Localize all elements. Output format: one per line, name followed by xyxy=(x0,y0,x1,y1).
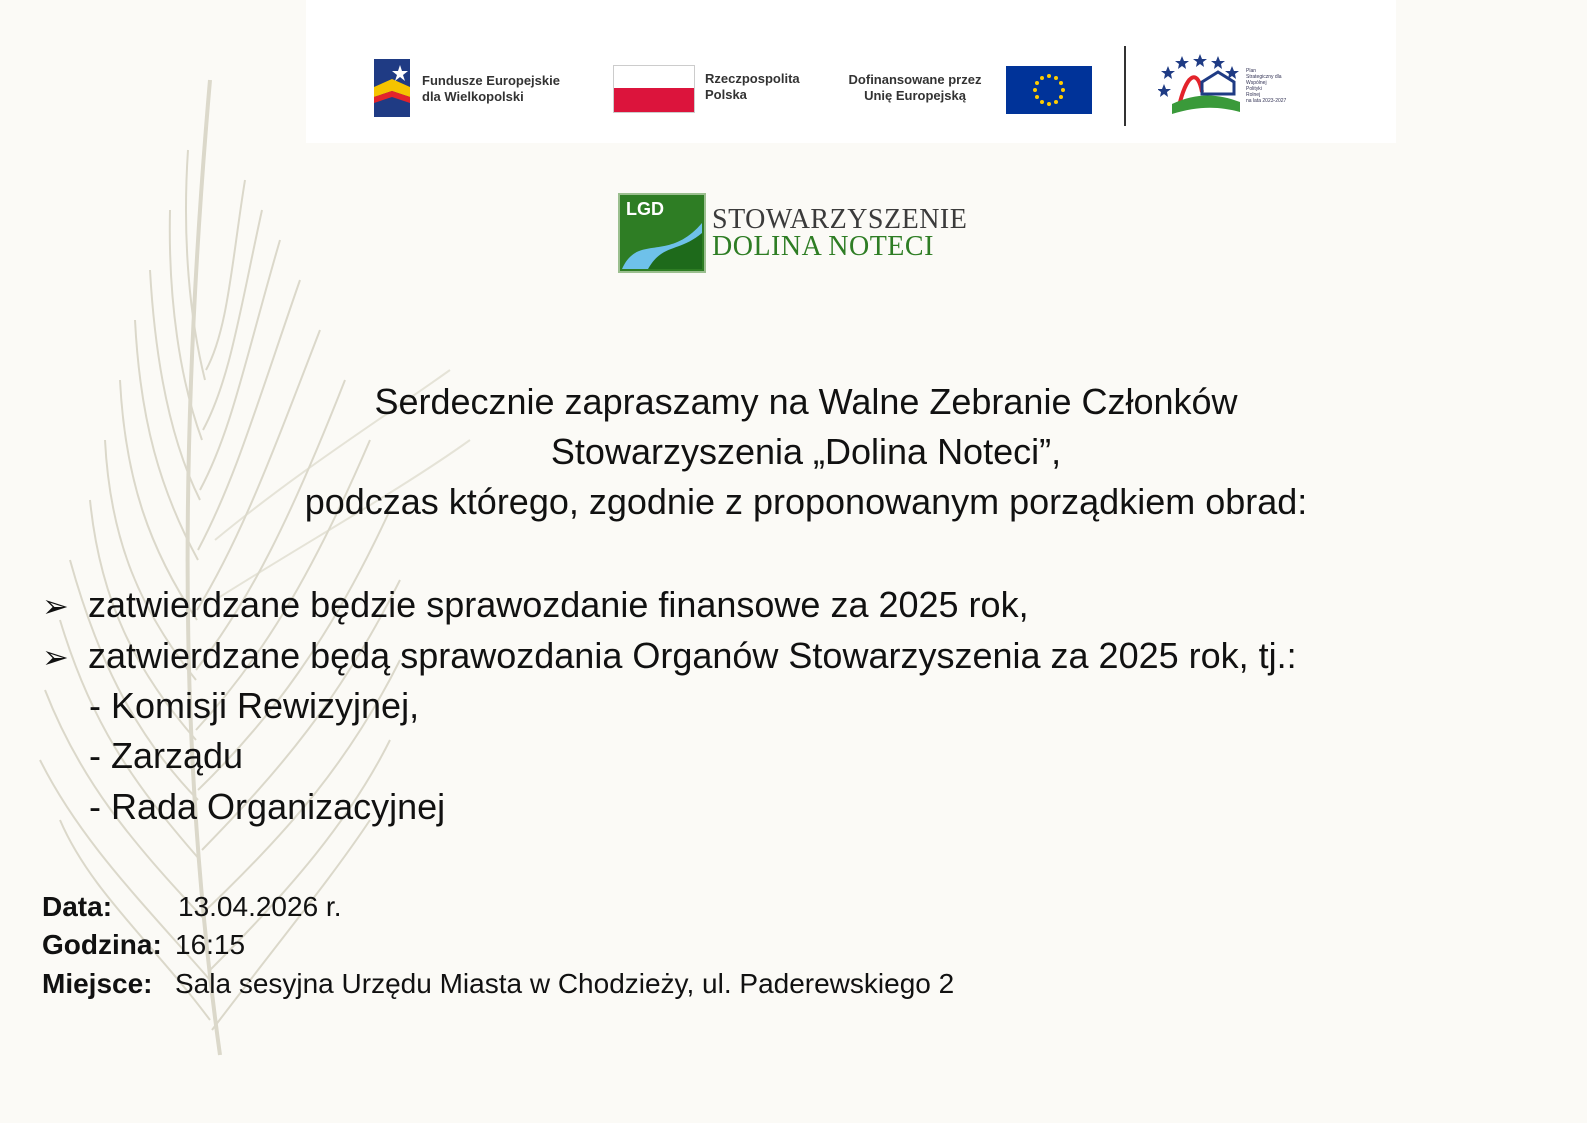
plan-strategiczny-logo-icon xyxy=(1158,52,1242,118)
agenda-item-2-text: zatwierdzane będą sprawozdania Organów Stowarzyszenia za 2025 rok, tj.: xyxy=(88,635,1297,676)
ps-line6: na lata 2023-2027 xyxy=(1246,98,1287,104)
agenda-subitem-2: - Zarządu xyxy=(89,735,244,776)
ps-line3: Wspólnej xyxy=(1246,80,1267,86)
arrow-bullet-icon: ➢ xyxy=(42,588,69,624)
agenda-item-1 xyxy=(42,583,1029,628)
agenda-item-1-text: zatwierdzane będzie sprawozdanie finansowe za 2025 rok, xyxy=(88,584,1029,625)
agenda-item-2 xyxy=(42,634,1297,679)
lgd-logo-icon xyxy=(618,193,706,273)
place-value: Sala sesyjna Urzędu Miasta w Chodzieży, ul. Paderewskiego 2 xyxy=(175,968,955,999)
fe-line1: Fundusze Europejskie xyxy=(422,73,560,88)
time-row xyxy=(42,928,245,962)
invitation-line1: Serdecznie zapraszamy na Walne Zebranie Członków xyxy=(374,381,1238,422)
rzeczpospolita-label xyxy=(705,71,800,103)
eu-line2: Unię Europejską xyxy=(864,88,966,103)
ps-line2: Strategiczny dla xyxy=(1246,74,1282,80)
fundusze-europejskie-label xyxy=(422,73,560,105)
ps-line5: Rolnej xyxy=(1246,92,1261,98)
agenda-subitem-3: - Rada Organizacyjnej xyxy=(89,786,446,827)
lgd-badge-text: LGD xyxy=(626,199,664,219)
rp-line2: Polska xyxy=(705,87,747,102)
time-value: 16:15 xyxy=(175,929,246,960)
date-value: 13.04.2026 r. xyxy=(178,891,342,922)
place-label: Miejsce: xyxy=(42,968,153,999)
funding-logos-strip xyxy=(306,0,1396,143)
arrow-bullet-icon: ➢ xyxy=(42,639,69,675)
ps-line1: Plan xyxy=(1246,68,1257,74)
polish-flag-icon xyxy=(613,65,695,113)
eu-line1: Dofinansowane przez xyxy=(848,72,982,87)
logo-divider xyxy=(1124,46,1126,126)
date-row xyxy=(42,890,341,924)
invitation-line2: Stowarzyszenia „Dolina Noteci”, xyxy=(550,431,1062,472)
date-label: Data: xyxy=(42,891,113,922)
ps-line4: Polityki xyxy=(1246,86,1262,92)
lgd-title-line1: STOWARZYSZENIE xyxy=(712,204,968,235)
rp-line1: Rzeczpospolita xyxy=(705,71,800,86)
plan-strategiczny-label xyxy=(1246,68,1306,104)
fundusze-europejskie-logo-icon xyxy=(372,57,412,119)
fe-line2: dla Wielkopolski xyxy=(422,89,524,104)
eu-cofinancing-label xyxy=(832,72,998,104)
place-row xyxy=(42,967,954,1001)
lgd-title-line2: DOLINA NOTECI xyxy=(712,231,934,262)
eu-flag-icon xyxy=(1006,66,1092,114)
invitation-line3: podczas którego, zgodnie z proponowanym porządkiem obrad: xyxy=(304,481,1308,522)
time-label: Godzina: xyxy=(42,929,162,960)
agenda-subitem-1: - Komisji Rewizyjnej, xyxy=(89,685,420,726)
